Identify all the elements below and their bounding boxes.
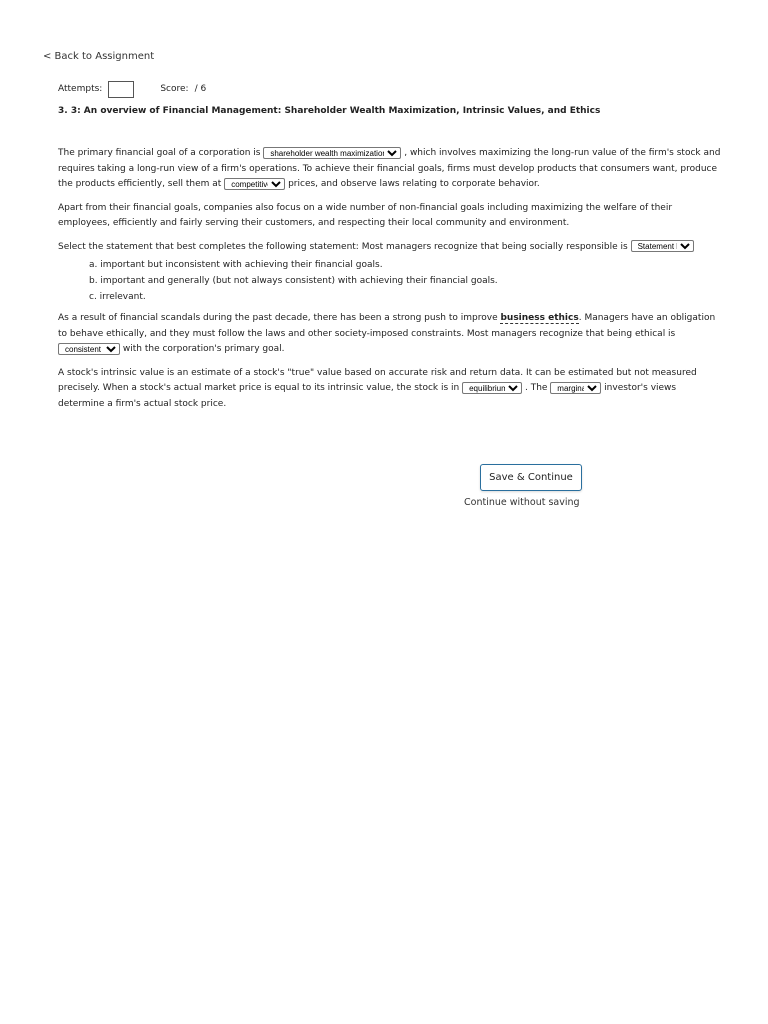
text: . Managers have an obligation to behave ethically, and they must follow the laws and other society-imposed constraints. Most managers recognize that being ethical is [58,313,716,339]
paragraph-intrinsic-value [58,366,724,413]
ethics-dropdown[interactable] [58,343,120,355]
statement-options [58,257,724,305]
attempts-label: Attempts: [58,84,103,94]
text: investor's views determine a firm's actual stock price. [58,383,677,409]
statement-dropdown[interactable] [631,240,694,252]
option-b: b. important and generally (but not always consistent) with achieving their financial goals. [89,276,498,286]
paragraph-select-statement [58,240,724,256]
text: . The [522,383,551,393]
save-continue-button[interactable]: Save & Continue [480,464,582,491]
text: As a result of financial scandals during the past decade, there has been a strong push to improve [58,313,501,323]
equilibrium-dropdown[interactable] [462,382,522,394]
option-a: a. important but inconsistent with achieving their financial goals. [89,260,383,270]
business-ethics-term[interactable]: business ethics [500,313,579,323]
attempts-score-row [58,80,206,98]
text: with the corporation's primary goal. [122,344,285,354]
text: A stock's intrinsic value is an estimate of a stock's "true" value based on accurate risk and return data. It can be estimated but not measured precisely. When a stock's actual market price is equal to its intrinsic value, the stock is in [58,367,697,393]
attempts-box [108,81,134,98]
prices-dropdown[interactable] [224,178,285,190]
option-c: c. irrelevant. [89,292,146,302]
investor-dropdown[interactable] [550,382,601,394]
text: The primary financial goal of a corporation is [58,148,264,158]
question-title: 3. 3: An overview of Financial Management: Shareholder Wealth Maximization, Intrinsic Values, and Ethics [58,106,601,116]
score-label: Score: [160,84,189,94]
continue-without-saving-link[interactable]: Continue without saving [464,497,580,508]
paragraph-ethics [58,311,724,358]
text: , which involves maximizing the long-run value of the firm's stock and requires taking a long-run view of a firm's operations. To achieve their financial goals, firms must develop products that consumers want, produce the products efficiently, sell them at [58,148,721,189]
paragraph-nonfinancial: Apart from their financial goals, companies also focus on a wide number of non-financial goals including maximizing the welfare of their employees, efficiently and fairly serving their customers, and respecting their local community and environment. [58,202,673,228]
score-value: / 6 [194,84,207,94]
paragraph-goal [58,146,724,193]
goal-dropdown[interactable] [263,147,401,159]
text: Select the statement that best completes the following statement: Most managers recognize that being socially responsible is [58,241,631,252]
text: prices, and observe laws relating to corporate behavior. [288,179,540,189]
question-content [58,146,724,420]
back-to-assignment-link[interactable]: < Back to Assignment [43,51,155,62]
